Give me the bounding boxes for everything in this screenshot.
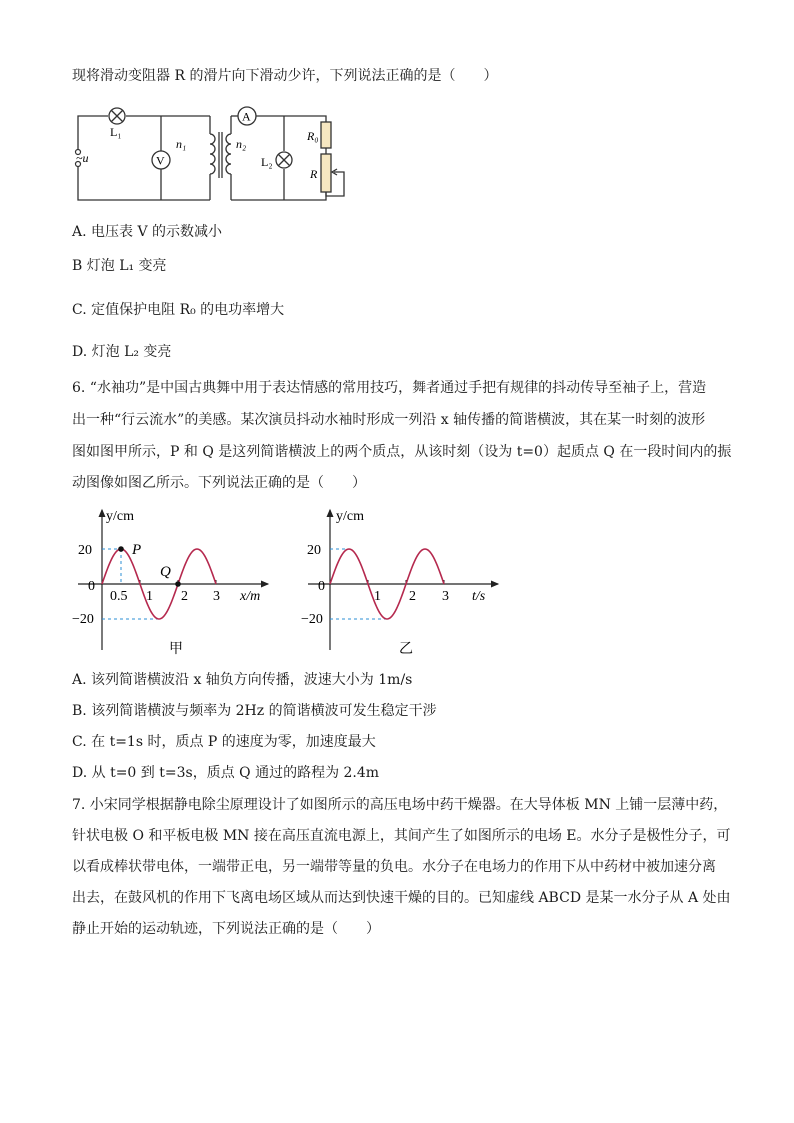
q7-stem-line-4: 出去，在鼓风机的作用下飞离电场区域从而达到快速干燥的目的。已知虚线 ABCD 是某一水分子从 A 处由: [72, 890, 731, 906]
q6-option-c: C. 在 t=1s 时，质点 P 的速度为零，加速度最大: [72, 734, 376, 750]
vibration-graph-yi: [298, 500, 518, 660]
q6-stem-line-4: 动图像如图乙所示。下列说法正确的是（ ）: [72, 475, 366, 491]
q5-stem: 现将滑动变阻器 R 的滑片向下滑动少许，下列说法正确的是（ ）: [72, 68, 498, 84]
y-tick-20: 20: [78, 543, 92, 558]
q6-stem-line-3: 图如图甲所示，P 和 Q 是这列简谐横波上的两个质点，从该时刻（设为 t=0）起质点 Q 在一段时间内的振: [72, 444, 732, 460]
q6-option-b: B. 该列简谐横波与频率为 2Hz 的简谐横波可发生稳定干涉: [72, 703, 437, 719]
lamp-l1-label: L₁: [110, 125, 122, 139]
graph-caption-jia: 甲: [169, 642, 183, 657]
q7-stem-line-1: 7. 小宋同学根据静电除尘原理设计了如图所示的高压电场中药干燥器。在大导体板 MN 上铺一层薄中药，: [72, 797, 728, 813]
x-tick-0.5: 0.5: [110, 589, 128, 604]
x-axis-label: x/m: [240, 589, 261, 604]
x-tick-2: 2: [409, 589, 416, 604]
point-p-label: P: [132, 542, 142, 558]
y-tick-20: 20: [307, 543, 321, 558]
y-tick-neg20: −20: [72, 612, 94, 627]
q5-option-b: B 灯泡 L₁ 变亮: [72, 258, 167, 274]
graph-caption-yi: 乙: [399, 642, 413, 657]
x-tick-1: 1: [146, 589, 153, 604]
x-tick-3: 3: [213, 589, 220, 604]
q5-option-a: A. 电压表 V 的示数减小: [72, 224, 223, 240]
x-tick-3: 3: [442, 589, 449, 604]
r-label: R: [310, 167, 318, 181]
q7-stem-line-5: 静止开始的运动轨迹，下列说法正确的是（ ）: [72, 921, 380, 937]
x-axis-label: t/s: [472, 589, 486, 604]
lamp-l2-label: L₂: [261, 155, 273, 169]
wave-graph-jia: [68, 500, 288, 660]
y-axis-label: y/cm: [336, 509, 364, 524]
source-label: ~u: [76, 151, 89, 165]
origin-label: 0: [318, 579, 325, 594]
r0-label: R₀: [307, 129, 319, 143]
q6-stem-line-1: 6. “水袖功”是中国古典舞中用于表达情感的常用技巧，舞者通过手把有规律的抖动传导至袖子上，营造: [72, 380, 707, 396]
circuit-diagram: [64, 96, 364, 208]
q6-option-a: A. 该列简谐横波沿 x 轴负方向传播，波速大小为 1m/s: [72, 672, 413, 688]
point-q-label: Q: [160, 564, 171, 580]
point-q-dot: [175, 581, 181, 587]
x-tick-2: 2: [181, 589, 188, 604]
coil-n2-label: n₂: [236, 137, 247, 151]
voltmeter-label: V: [156, 153, 165, 168]
coil-n1-label: n₁: [176, 137, 187, 151]
q5-option-d: D. 灯泡 L₂ 变亮: [72, 344, 172, 360]
q5-option-c: C. 定值保护电阻 R₀ 的电功率增大: [72, 302, 285, 318]
q6-option-d: D. 从 t=0 到 t=3s，质点 Q 通过的路程为 2.4m: [72, 765, 380, 781]
q7-stem-line-3: 以看成棒状带电体，一端带正电，另一端带等量的负电。水分子在电场力的作用下从中药材中被加速分离: [72, 859, 716, 875]
origin-label: 0: [88, 579, 95, 594]
q7-stem-line-2: 针状电极 O 和平板电极 MN 接在高压直流电源上，其间产生了如图所示的电场 E。水分子是极性分子，可: [72, 828, 731, 844]
y-tick-neg20: −20: [301, 612, 323, 627]
y-axis-label: y/cm: [106, 509, 134, 524]
point-p-dot: [118, 546, 124, 552]
ammeter-label: A: [242, 109, 251, 124]
q6-stem-line-2: 出一种“行云流水”的美感。某次演员抖动水袖时形成一列沿 x 轴传播的简谐横波，其在某一时刻的波形: [72, 412, 706, 428]
x-tick-1: 1: [374, 589, 381, 604]
